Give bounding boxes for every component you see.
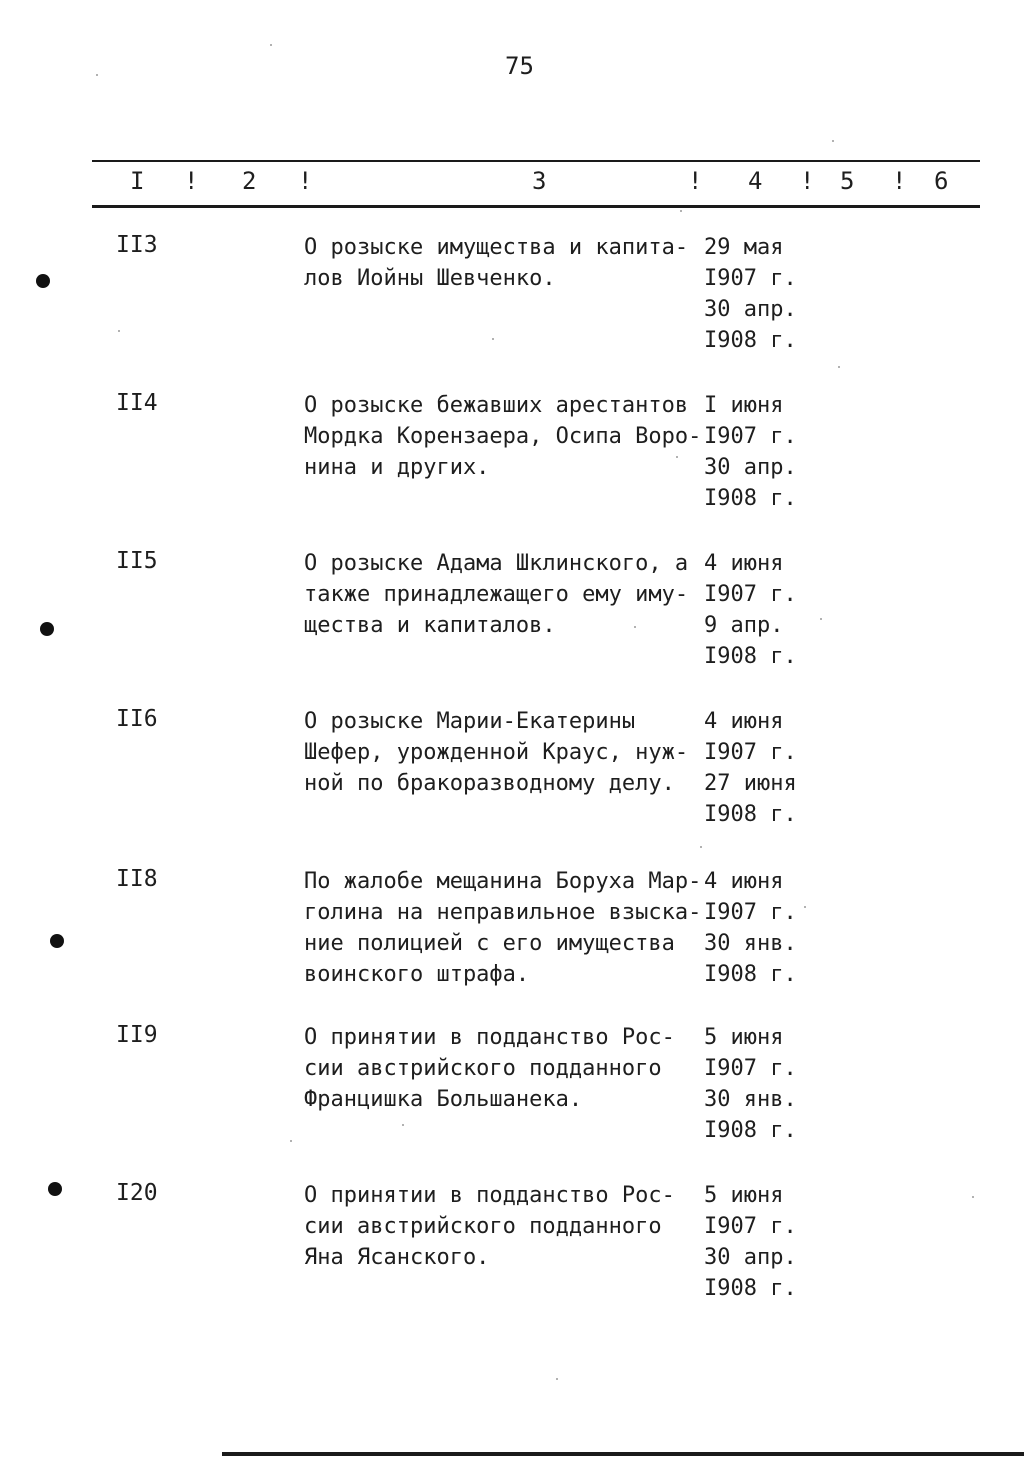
header-separator: ! [688, 167, 703, 195]
entry-title [304, 866, 700, 990]
header-col-5: 5 [840, 167, 855, 195]
entry-number: II4 [116, 390, 158, 416]
entry-date-line: I908 г. [704, 1118, 797, 1143]
punch-hole-icon [50, 934, 64, 948]
entry-date-line: 30 янв. [704, 1087, 797, 1112]
entry-title-line: ние полицией с его имущества [304, 931, 675, 956]
entry-title-line: лов Иойны Шевченко. [304, 266, 556, 291]
entry-title-line: Францишка Большанека. [304, 1087, 583, 1112]
entry-date-line: I907 г. [704, 1056, 797, 1081]
entry-date-line: 4 июня [704, 551, 784, 576]
entry-title [304, 232, 700, 294]
entry-title [304, 390, 700, 483]
entry-title-line: сии австрийского подданного [304, 1056, 662, 1081]
header-separator: ! [298, 167, 313, 195]
entry-date-line: 29 мая [704, 235, 784, 260]
header-col-4: 4 [748, 167, 763, 195]
entry-date-line: I908 г. [704, 644, 797, 669]
entry-dates [704, 548, 814, 672]
header-col-1: I [130, 167, 145, 195]
header-col-6: 6 [934, 167, 949, 195]
entry-dates [704, 390, 814, 514]
entry-date-line: 4 июня [704, 709, 784, 734]
entry-date-line: 5 июня [704, 1025, 784, 1050]
entry-date-line: 30 апр. [704, 1245, 797, 1270]
entry-date-line: 30 апр. [704, 297, 797, 322]
entry-date-line: 9 апр. [704, 613, 784, 638]
entry-dates [704, 1022, 814, 1146]
entry-date-line: 4 июня [704, 869, 784, 894]
entry-date-line: I908 г. [704, 962, 797, 987]
header-col-3: 3 [532, 167, 547, 195]
punch-hole-icon [40, 622, 54, 636]
punch-hole-icon [36, 274, 50, 288]
entry-dates [704, 232, 814, 356]
entry-title-line: воинского штрафа. [304, 962, 530, 987]
header-separator: ! [800, 167, 815, 195]
table-header-row [0, 167, 1024, 197]
header-separator: ! [184, 167, 199, 195]
entry-date-line: I907 г. [704, 900, 797, 925]
entry-title-line: Шефер, урожденной Краус, нуж- [304, 740, 689, 765]
entry-date-line: I907 г. [704, 1214, 797, 1239]
page-bottom-edge [222, 1452, 1024, 1456]
entry-number: II5 [116, 548, 158, 574]
entry-title-line: О принятии в подданство Рос- [304, 1183, 675, 1208]
entry-date-line: I907 г. [704, 582, 797, 607]
entry-date-line: 30 янв. [704, 931, 797, 956]
entry-title-line: О розыске имущества и капита- [304, 235, 689, 260]
entry-title [304, 1180, 700, 1273]
header-col-2: 2 [242, 167, 257, 195]
entry-date-line: I907 г. [704, 424, 797, 449]
entry-date-line: 30 апр. [704, 455, 797, 480]
entry-title [304, 1022, 700, 1115]
entry-title-line: О розыске бежавших арестантов [304, 393, 689, 418]
entry-number: I20 [116, 1180, 158, 1206]
entry-date-line: I907 г. [704, 740, 797, 765]
entry-title-line: щества и капиталов. [304, 613, 556, 638]
entry-date-line: 27 июня [704, 771, 797, 796]
entry-title-line: О розыске Адама Шклинского, а [304, 551, 689, 576]
entry-date-line: I908 г. [704, 328, 797, 353]
entry-date-line: I908 г. [704, 1276, 797, 1301]
entry-number: II9 [116, 1022, 158, 1048]
punch-hole-icon [48, 1182, 62, 1196]
entry-title-line: О розыске Марии-Екатерины [304, 709, 636, 734]
entry-title-line: также принадлежащего ему иму- [304, 582, 689, 607]
entry-dates [704, 866, 814, 990]
entry-date-line: I907 г. [704, 266, 797, 291]
table-header-rule [92, 205, 980, 208]
entry-title-line: Мордка Корензаера, Осипа Воро- [304, 424, 702, 449]
entry-title-line: сии австрийского подданного [304, 1214, 662, 1239]
entry-title-line: По жалобе мещанина Боруха Мар- [304, 869, 702, 894]
entry-dates [704, 706, 814, 830]
header-separator: ! [892, 167, 907, 195]
entry-number: II3 [116, 232, 158, 258]
entry-date-line: 5 июня [704, 1183, 784, 1208]
entry-title-line: нина и других. [304, 455, 490, 480]
table-top-rule [92, 160, 980, 162]
entry-date-line: I июня [704, 393, 784, 418]
entry-title-line: голина на неправильное взыска- [304, 900, 702, 925]
entry-title [304, 548, 700, 641]
entry-title-line: О принятии в подданство Рос- [304, 1025, 675, 1050]
entry-date-line: I908 г. [704, 486, 797, 511]
entry-title-line: ной по бракоразводному делу. [304, 771, 675, 796]
entry-title-line: Яна Ясанского. [304, 1245, 490, 1270]
entry-number: II8 [116, 866, 158, 892]
entry-title [304, 706, 700, 799]
page-number: 75 [505, 52, 534, 80]
entry-date-line: I908 г. [704, 802, 797, 827]
entry-dates [704, 1180, 814, 1304]
entry-number: II6 [116, 706, 158, 732]
